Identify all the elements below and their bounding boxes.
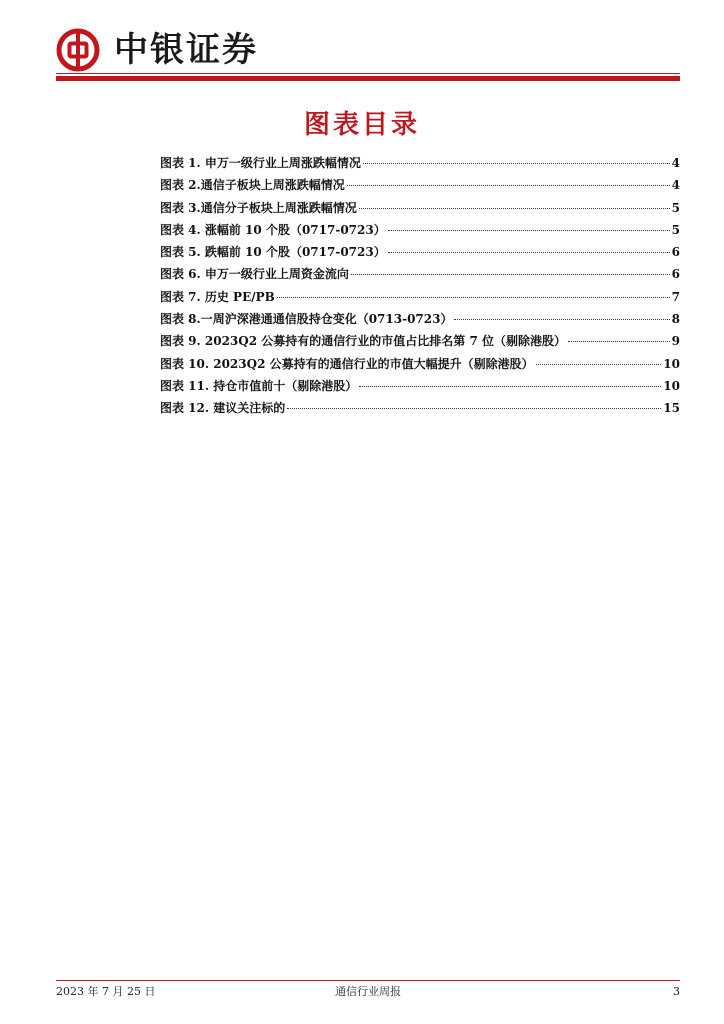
toc-entry[interactable] (160, 263, 680, 285)
footer-divider (56, 980, 680, 981)
toc-entry-page: 15 (663, 401, 680, 416)
toc-entry-link[interactable] (160, 308, 680, 330)
toc-entry-link[interactable] (160, 286, 680, 308)
toc-dot-leader (351, 274, 670, 275)
toc-dot-leader (568, 341, 670, 342)
toc-list (160, 152, 680, 420)
toc-entry-page: 6 (671, 267, 680, 282)
toc-entry-link[interactable] (160, 174, 680, 196)
toc-entry[interactable] (160, 308, 680, 330)
toc-entry-link[interactable] (160, 375, 680, 397)
toc-entry-page: 10 (663, 378, 680, 393)
toc-dot-leader (536, 364, 662, 365)
page-header (56, 28, 680, 84)
toc-entry[interactable] (160, 197, 680, 219)
toc-dot-leader (347, 185, 670, 186)
toc-entry-label: 图表 5. 跌幅前 10 个股（0717-0723） (160, 245, 386, 260)
toc-dot-leader (388, 252, 670, 253)
toc-entry[interactable] (160, 397, 680, 419)
toc-entry-page: 7 (671, 289, 680, 304)
footer-report-name: 通信行业周报 (335, 985, 401, 998)
toc-entry[interactable] (160, 174, 680, 196)
toc-entry-label: 图表 11. 持仓市值前十（剔除港股） (160, 378, 358, 393)
toc-entry-link[interactable] (160, 197, 680, 219)
toc-entry-link[interactable] (160, 263, 680, 285)
toc-entry-link[interactable] (160, 152, 680, 174)
toc-entry-label: 图表 10. 2023Q2 公募持有的通信行业的市值大幅提升（剔除港股） (160, 356, 534, 371)
header-divider-thin (56, 73, 680, 74)
toc-dot-leader (388, 230, 670, 231)
toc-entry[interactable] (160, 286, 680, 308)
bank-of-china-logo-icon (56, 28, 100, 72)
toc-dot-leader (277, 297, 670, 298)
toc-entry-page: 9 (671, 334, 680, 349)
toc-entry-label: 图表 12. 建议关注标的 (160, 401, 286, 416)
toc-entry-label: 图表 9. 2023Q2 公募持有的通信行业的市值占比排名第 7 位（剔除港股） (160, 334, 566, 349)
toc-entry-page: 6 (671, 245, 680, 260)
toc-entry[interactable] (160, 241, 680, 263)
toc-entry-page: 4 (671, 178, 680, 193)
toc-entry-label: 图表 2.通信子板块上周涨跌幅情况 (160, 178, 345, 193)
header-divider-thick (56, 76, 680, 81)
toc-entry-link[interactable] (160, 397, 680, 419)
toc-dot-leader (287, 408, 661, 409)
toc-dot-leader (454, 319, 669, 320)
toc-dot-leader (359, 386, 661, 387)
toc-entry[interactable] (160, 330, 680, 352)
toc-entry-link[interactable] (160, 219, 680, 241)
toc-title: 图表目录 (303, 110, 420, 140)
toc-entry-label: 图表 6. 申万一级行业上周资金流向 (160, 267, 349, 282)
toc-dot-leader (359, 208, 670, 209)
brand-name: 中银证券 (114, 30, 258, 70)
toc-entry-page: 5 (671, 200, 680, 215)
toc-entry-label: 图表 8.一周沪深港通通信股持仓变化（0713-0723） (160, 312, 453, 327)
toc-entry[interactable] (160, 375, 680, 397)
toc-entry-page: 10 (663, 356, 680, 371)
toc-entry-label: 图表 1. 申万一级行业上周涨跌幅情况 (160, 156, 361, 170)
toc-entry-page: 4 (671, 156, 680, 170)
toc-entry-link[interactable] (160, 241, 680, 263)
toc-entry-page: 8 (671, 312, 680, 327)
toc-entry-label: 图表 4. 涨幅前 10 个股（0717-0723） (160, 222, 386, 237)
toc-entry-label: 图表 3.通信分子板块上周涨跌幅情况 (160, 200, 357, 215)
toc-entry-page: 5 (671, 222, 680, 237)
toc-entry-link[interactable] (160, 330, 680, 352)
toc-entry[interactable] (160, 219, 680, 241)
footer-date: 2023 年 7 月 25 日 (56, 985, 156, 998)
footer-page-number: 3 (673, 985, 680, 998)
page-footer (56, 985, 680, 1001)
toc-dot-leader (363, 163, 670, 164)
toc-entry[interactable] (160, 152, 680, 174)
toc-entry-label: 图表 7. 历史 PE/PB (160, 289, 275, 304)
toc-entry[interactable] (160, 353, 680, 375)
toc-entry-link[interactable] (160, 353, 680, 375)
